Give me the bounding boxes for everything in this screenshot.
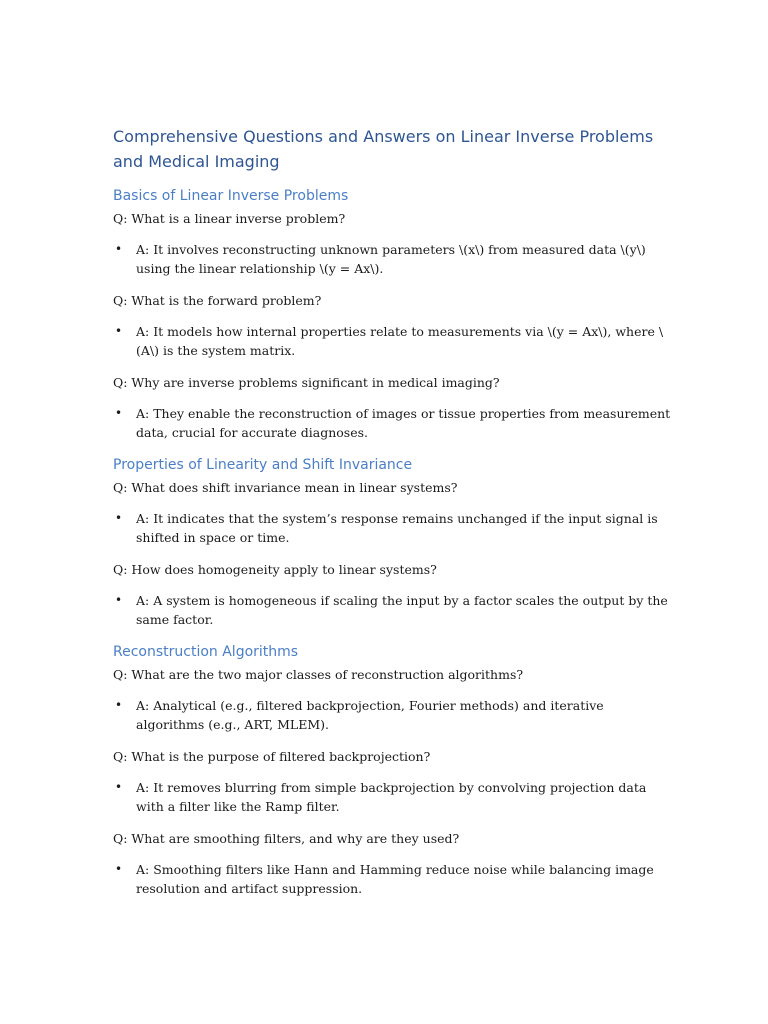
bullet-icon: • [115,511,123,525]
section-basics [113,186,673,442]
document-title: Comprehensive Questions and Answers on Linear Inverse Problems and Medical Imaging [113,127,654,171]
answer-text: A: Analytical (e.g., filtered backprojection, Fourier methods) and iterative algorithms (e.g., ART, MLEM). [136,698,604,732]
answer-list-item [113,322,673,360]
question-text: Q: How does homogeneity apply to linear systems? [113,562,437,577]
qa-item [113,747,673,816]
section-heading: Basics of Linear Inverse Problems [113,188,349,204]
bullet-icon: • [115,406,123,420]
section-heading: Reconstruction Algorithms [113,644,299,660]
question-text: Q: What is the forward problem? [113,293,322,308]
section-heading: Properties of Linearity and Shift Invariance [113,457,413,473]
answer-list-item [113,778,673,816]
answer-list-item [113,860,673,898]
answer-text: A: Smoothing filters like Hann and Hamming reduce noise while balancing image resolution and artifact suppression. [136,862,654,896]
answer-text: A: It removes blurring from simple backprojection by convolving projection data with a filter like the Ramp filter. [136,780,647,814]
answer-text: A: They enable the reconstruction of images or tissue properties from measurement data, crucial for accurate diagnoses. [136,406,671,440]
qa-item [113,478,673,547]
answer-list-item [113,404,673,442]
answer-text: A: It models how internal properties relate to measurements via \(y = Ax\), where \(A\) is the system matrix. [136,324,664,358]
qa-item [113,829,673,898]
answer-text: A: It involves reconstructing unknown parameters \(x\) from measured data \(y\) using the linear relationship \(y = Ax\). [136,242,646,276]
bullet-icon: • [115,862,123,876]
answer-text: A: It indicates that the system’s response remains unchanged if the input signal is shifted in space or time. [136,511,658,545]
answer-text: A: A system is homogeneous if scaling the input by a factor scales the output by the same factor. [136,593,668,627]
question-text: Q: What are the two major classes of reconstruction algorithms? [113,667,524,682]
qa-item [113,665,673,734]
answer-list-item [113,509,673,547]
question-text: Q: What is the purpose of filtered backprojection? [113,749,431,764]
bullet-icon: • [115,698,123,712]
question-text: Q: What is a linear inverse problem? [113,211,346,226]
section-linearity [113,455,673,629]
answer-list-item [113,696,673,734]
bullet-icon: • [115,593,123,607]
bullet-icon: • [115,324,123,338]
qa-item [113,209,673,278]
qa-item [113,291,673,360]
answer-list-item [113,240,673,278]
section-reconstruction [113,642,673,898]
bullet-icon: • [115,780,123,794]
document-body [113,124,673,911]
question-text: Q: What does shift invariance mean in linear systems? [113,480,458,495]
question-text: Q: What are smoothing filters, and why are they used? [113,831,460,846]
bullet-icon: • [115,242,123,256]
qa-item [113,560,673,629]
question-text: Q: Why are inverse problems significant in medical imaging? [113,375,500,390]
qa-item [113,373,673,442]
answer-list-item [113,591,673,629]
